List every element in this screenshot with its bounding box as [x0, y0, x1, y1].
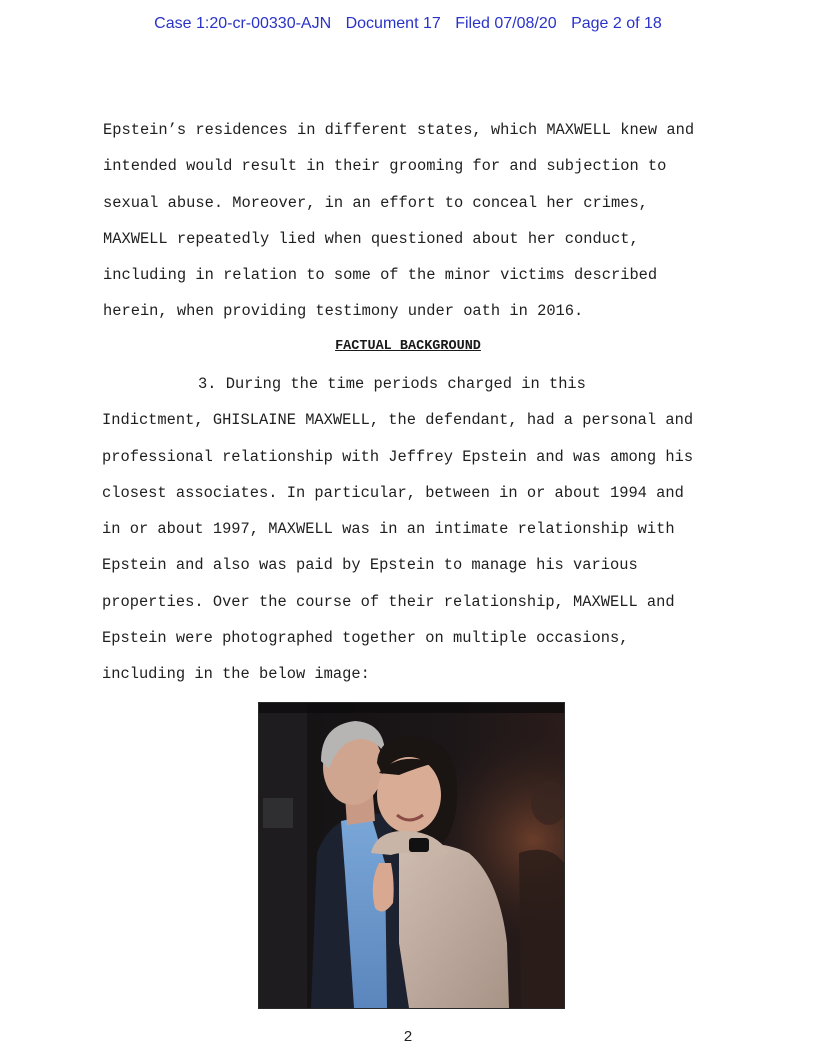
filed-date: Filed 07/08/20 [455, 15, 557, 32]
text-line: closest associates. In particular, between in or about 1994 and [102, 483, 684, 502]
text-line: MAXWELL repeatedly lied when questioned about her conduct, [103, 229, 639, 248]
case-number: Case 1:20-cr-00330-AJN [154, 15, 332, 32]
text-line: Epstein and also was paid by Epstein to manage his various [102, 556, 638, 575]
text-line: Epstein were photographed together on multiple occasions, [102, 629, 629, 648]
text-line: herein, when providing testimony under oath in 2016. [103, 302, 584, 321]
page-number: 2 [403, 1029, 413, 1046]
document-number: Document 17 [345, 15, 441, 32]
text-line: professional relationship with Jeffrey Epstein and was among his [102, 447, 694, 466]
photograph-illustration [259, 703, 564, 1008]
text-line: Indictment, GHISLAINE MAXWELL, the defendant, had a personal and [102, 411, 694, 430]
paragraph-3 [102, 366, 742, 693]
text-line: properties. Over the course of their relationship, MAXWELL and [102, 592, 675, 611]
text-line: including in relation to some of the minor victims described [103, 266, 658, 285]
text-line: sexual abuse. Moreover, in an effort to conceal her crimes, [103, 193, 648, 212]
court-filing-header [0, 15, 816, 33]
section-heading: FACTUAL BACKGROUND [335, 339, 481, 354]
text-line: Epstein’s residences in different states, which MAXWELL knew and [103, 121, 695, 139]
continued-paragraph [103, 112, 743, 330]
text-line: in or about 1997, MAXWELL was in an intimate relationship with [102, 520, 675, 539]
exhibit-photograph [259, 703, 564, 1008]
text-line: 3. During the time periods charged in this [198, 375, 586, 393]
page-indicator: Page 2 of 18 [571, 15, 662, 32]
text-line: including in the below image: [102, 665, 370, 684]
text-line: intended would result in their grooming for and subjection to [103, 157, 667, 176]
